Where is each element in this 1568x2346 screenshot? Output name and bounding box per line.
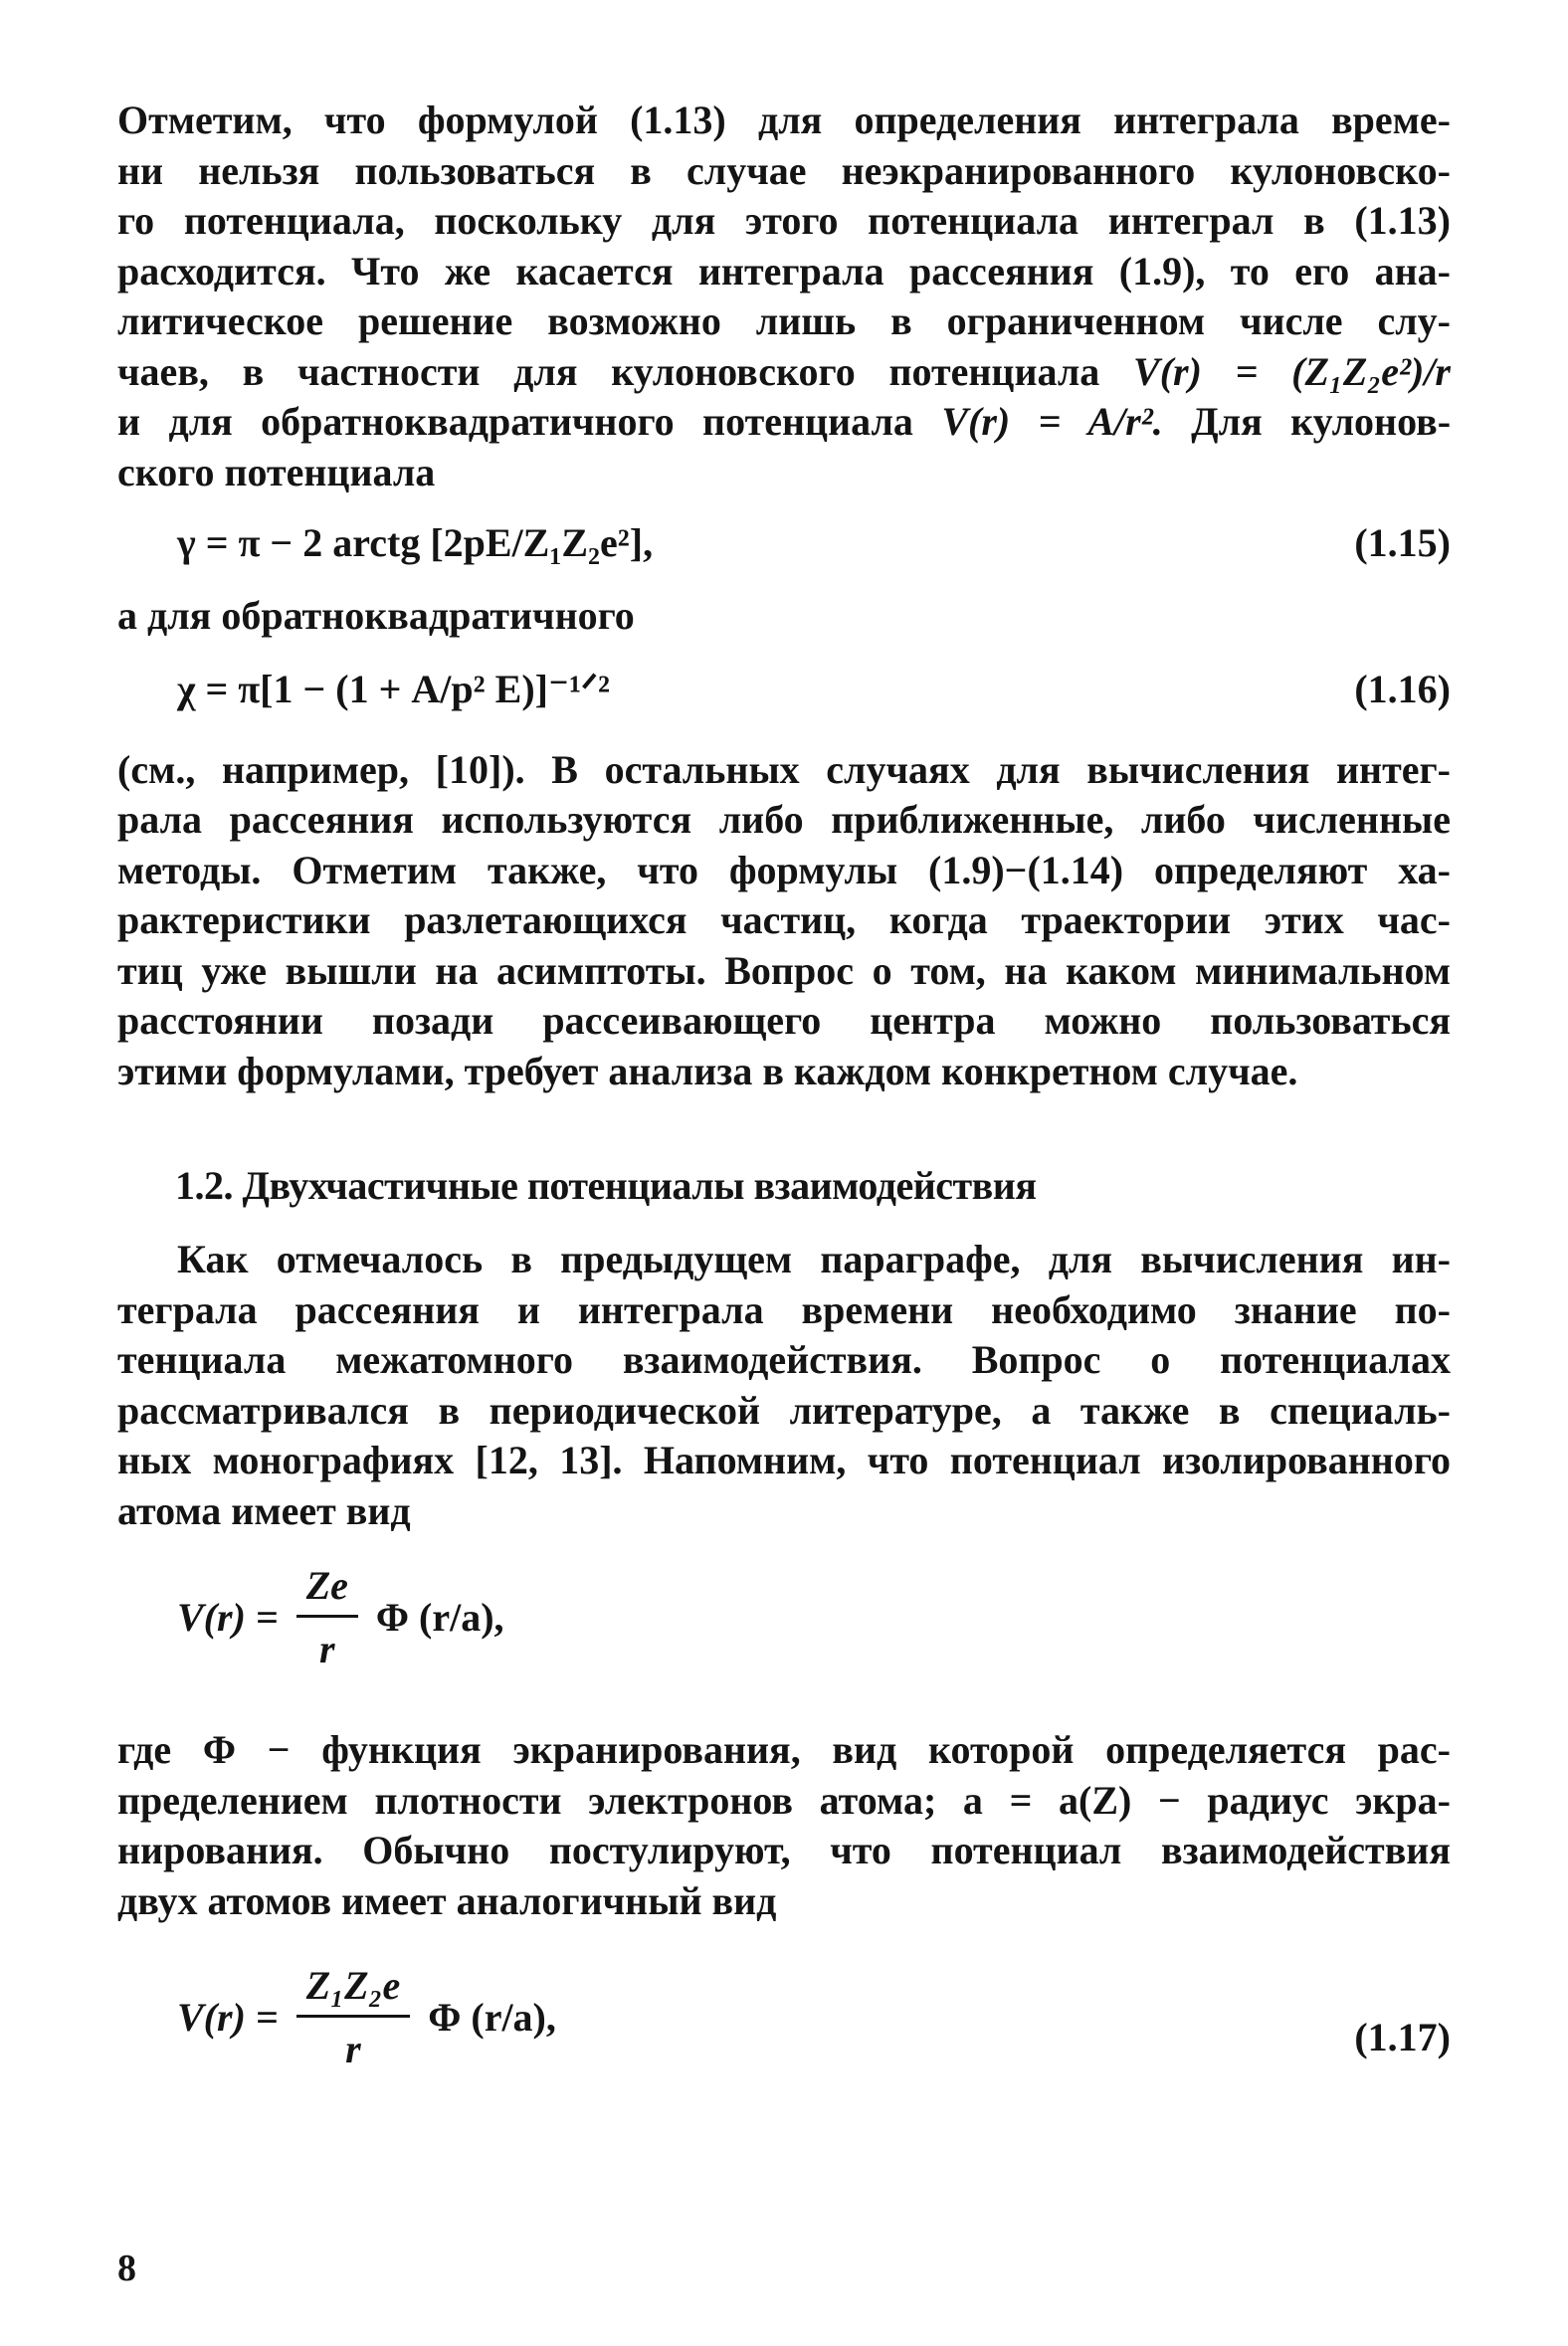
- text-line: где Φ − функция экранирования, вид которой определяется рас-: [117, 1727, 1451, 1772]
- text-line: теграла рассеяния и интеграла времени необходимо знание по-: [117, 1286, 1451, 1332]
- text-fragment: чаев, в частности для кулоновского потенциала: [117, 348, 1134, 394]
- fraction: [296, 1562, 358, 1672]
- fraction-denominator: r: [345, 2027, 361, 2071]
- equation-expression: γ = π − 2 arctg [2pE/Z₁Z₂e²],: [177, 520, 654, 565]
- text-line: расстоянии позади рассеивающего центра можно пользоваться: [117, 998, 1451, 1043]
- text-line: расходится. Что же касается интеграла рассеяния (1.9), то его ана-: [117, 248, 1451, 293]
- text-line: (см., например, [10]). В остальных случаях для вычисления интег-: [117, 746, 1451, 792]
- page-body: [117, 96, 1451, 2111]
- text-line: Отметим, что формулой (1.13) для определения интеграла време-: [117, 98, 1451, 142]
- equation-1-15: [117, 509, 1451, 585]
- equation-rhs: Φ (r/a),: [375, 1595, 504, 1640]
- paragraph-5: [117, 1725, 1451, 1926]
- equation-expression: χ = π[1 − (1 + A/p² E)]⁻¹ᐟ²: [177, 666, 610, 711]
- inline-formula-coulomb: V(r) = (Z₁Z₂e²)/r: [1133, 348, 1451, 394]
- equation-number: (1.16): [1354, 666, 1451, 711]
- equation-1-17: [117, 1962, 1451, 2111]
- text-line: двух атомов имеет аналогичный вид: [117, 1877, 777, 1923]
- text-line: рала рассеяния используются либо приближенные, либо численные: [117, 797, 1451, 842]
- text-line: тиц уже вышли на асимптоты. Вопрос о том, на каком минимальном: [117, 947, 1451, 993]
- text-line: Как отмечалось в предыдущем параграфе, для вычисления ин-: [177, 1237, 1451, 1281]
- paragraph-4: [117, 1235, 1451, 1536]
- text-line: этими формулами, требует анализа в каждом конкретном случае.: [117, 1048, 1298, 1093]
- text-line: ных монографиях [12, 13]. Напомним, что потенциал изолированного: [117, 1438, 1451, 1482]
- equation-number: (1.15): [1354, 520, 1451, 565]
- text-line: пределением плотности электронов атома; a = a(Z) − радиус экра-: [117, 1777, 1451, 1823]
- paragraph-3: [117, 745, 1451, 1097]
- equation-rhs: Φ (r/a),: [428, 1995, 556, 2040]
- text-line: нирования. Обычно постулируют, что потенциал взаимодействия: [117, 1828, 1451, 1872]
- fraction: [296, 1962, 411, 2072]
- text-line: литическое решение возможно лишь в ограниченном числе слу-: [117, 298, 1451, 343]
- fraction-denominator: r: [318, 1627, 335, 1671]
- text-line: [117, 397, 1451, 448]
- page-number: 8: [117, 2248, 136, 2289]
- equation-lhs: V(r) =: [177, 1995, 279, 2040]
- fraction-numerator: Z₁Z₂e: [296, 1962, 411, 2018]
- fraction-numerator: Ze: [296, 1562, 358, 1618]
- inline-formula-inverse-square: V(r) = A/r².: [941, 399, 1163, 444]
- text-line: го потенциала, поскольку для этого потенциала интеграл в (1.13): [117, 198, 1451, 243]
- text-line: а для обратноквадратичного: [117, 593, 635, 638]
- text-line: методы. Отметим также, что формулы (1.9)−(1.14) определяют ха-: [117, 847, 1451, 892]
- text-line: ского потенциала: [117, 449, 436, 494]
- equation-1-16: [117, 656, 1451, 731]
- text-line: тенциала межатомного взаимодействия. Вопрос о потенциалах: [117, 1337, 1451, 1382]
- paragraph-2: [117, 591, 1451, 642]
- section-heading: 1.2. Двухчастичные потенциалы взаимодействия: [175, 1163, 1037, 1208]
- text-line: ни нельзя пользоваться в случае неэкранированного кулоновско-: [117, 147, 1451, 193]
- equation-atom-potential: [117, 1562, 1451, 1711]
- paragraph-1: [117, 96, 1451, 497]
- equation-lhs: V(r) =: [177, 1595, 279, 1640]
- text-line: рассматривался в периодической литературе, а также в специаль-: [117, 1387, 1451, 1433]
- text-fragment: и для обратноквадратичного потенциала: [117, 399, 942, 444]
- text-fragment: Для кулонов-: [1162, 399, 1452, 444]
- equation-number: (1.17): [1354, 2015, 1451, 2059]
- text-line: атома имеет вид: [117, 1487, 411, 1533]
- text-line: рактеристики разлетающихся частиц, когда траектории этих час-: [117, 897, 1451, 942]
- text-line: [117, 347, 1451, 398]
